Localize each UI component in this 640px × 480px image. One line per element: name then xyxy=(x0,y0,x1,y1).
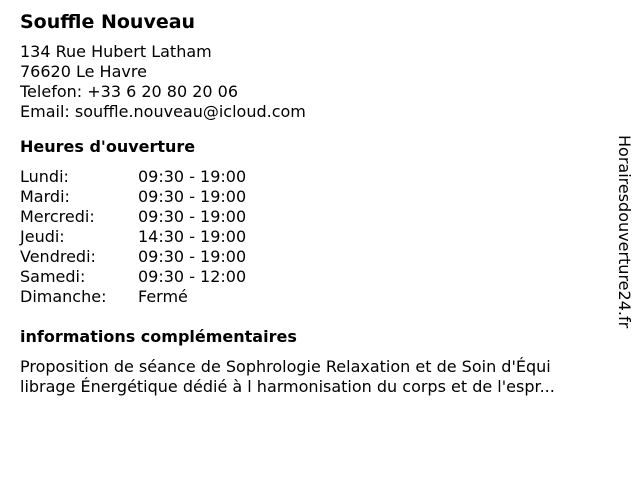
time-value: Fermé xyxy=(138,287,188,306)
email-address: Email: souffle.nouveau@icloud.com xyxy=(20,102,306,121)
hours-row-friday xyxy=(20,247,610,267)
day-label: Mardi: xyxy=(20,187,70,206)
city-postcode: 76620 Le Havre xyxy=(20,62,147,81)
time-value: 09:30 - 19:00 xyxy=(138,207,247,226)
day-label: Lundi: xyxy=(20,167,69,186)
business-name: Souffle Nouveau xyxy=(20,11,196,33)
additional-info-heading: informations complémentaires xyxy=(20,327,297,346)
day-label: Mercredi: xyxy=(20,207,95,226)
time-value: 09:30 - 19:00 xyxy=(138,167,247,186)
hours-row-tuesday xyxy=(20,187,610,207)
time-value: 09:30 - 12:00 xyxy=(138,267,247,286)
site-watermark: Horairesdouverture24.fr xyxy=(615,135,634,329)
time-value: 14:30 - 19:00 xyxy=(138,227,247,246)
info-line-1: Proposition de séance de Sophrologie Relaxation et de Soin d'Équi xyxy=(20,357,551,376)
day-label: Dimanche: xyxy=(20,287,107,306)
opening-hours-heading: Heures d'ouverture xyxy=(20,137,196,156)
hours-row-sunday xyxy=(20,287,610,307)
day-label: Samedi: xyxy=(20,267,86,286)
hours-row-saturday xyxy=(20,267,610,287)
day-label: Vendredi: xyxy=(20,247,96,266)
time-value: 09:30 - 19:00 xyxy=(138,247,247,266)
hours-row-wednesday xyxy=(20,207,610,227)
additional-info-text xyxy=(20,357,610,397)
hours-row-monday xyxy=(20,167,610,187)
opening-hours-table xyxy=(20,167,610,307)
day-label: Jeudi: xyxy=(20,227,65,246)
street-address: 134 Rue Hubert Latham xyxy=(20,42,212,61)
hours-row-thursday xyxy=(20,227,610,247)
contact-block xyxy=(20,42,610,122)
info-line-2: librage Énergétique dédié à l harmonisation du corps et de l'espr... xyxy=(20,377,555,396)
business-card xyxy=(20,10,610,397)
phone-number: Telefon: +33 6 20 80 20 06 xyxy=(20,82,239,101)
time-value: 09:30 - 19:00 xyxy=(138,187,247,206)
